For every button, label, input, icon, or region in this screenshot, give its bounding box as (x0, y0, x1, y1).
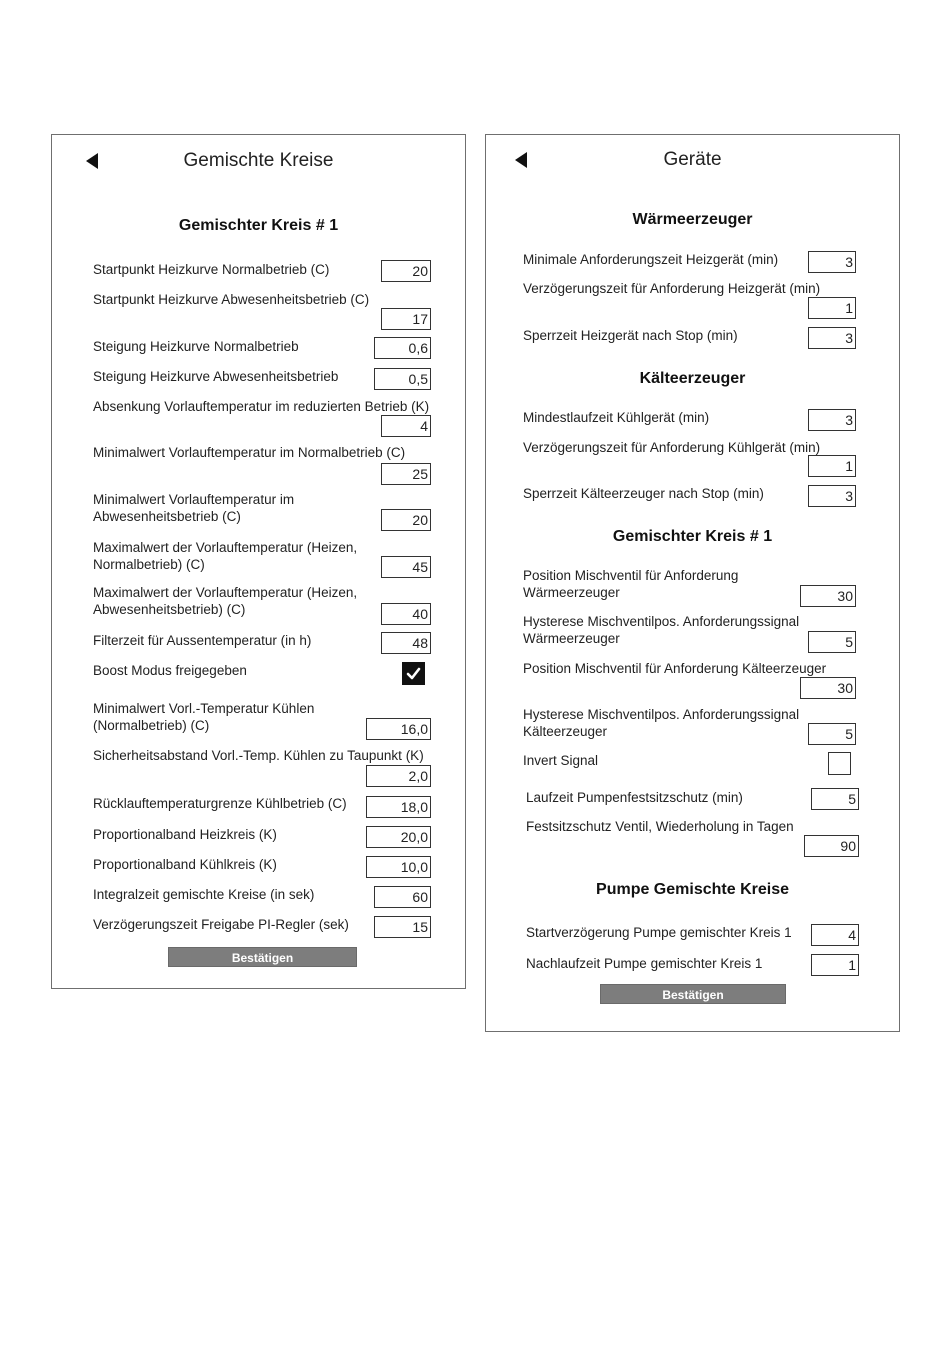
field-label: Nachlaufzeit Pumpe gemischter Kreis 1 (526, 956, 763, 971)
field-label: Mindestlaufzeit Kühlgerät (min) (523, 410, 710, 425)
ruecklauf-grenze-input[interactable]: 18,0 (366, 796, 431, 818)
integralzeit-input[interactable]: 60 (374, 886, 431, 908)
field-label: Absenkung Vorlauftemperatur im reduzierten Betrieb (K) (93, 399, 430, 414)
absenkung-vorlauf-input[interactable]: 4 (381, 415, 431, 437)
verzoegerung-heizgeraet-input[interactable]: 1 (808, 297, 856, 319)
field-label: Minimale Anforderungszeit Heizgerät (min) (523, 252, 779, 267)
field-label: Startpunkt Heizkurve Abwesenheitsbetrieb (C) (93, 292, 370, 307)
min-vorlauf-abwesenheit-input[interactable]: 20 (381, 509, 431, 531)
hysterese-waerme-input[interactable]: 5 (808, 631, 856, 653)
steigung-abwesenheit-input[interactable]: 0,5 (374, 368, 431, 390)
verzoegerung-kuehlgeraet-input[interactable]: 1 (808, 455, 856, 477)
festsitzschutz-ventil-input[interactable]: 90 (804, 835, 859, 857)
steigung-normal-input[interactable]: 0,6 (374, 337, 431, 359)
field-label: Verzögerungszeit für Anforderung Kühlgerät (min) (523, 440, 821, 455)
position-mischventil-waerme-input[interactable]: 30 (800, 585, 856, 607)
geraete-panel (485, 134, 900, 1032)
field-label: Filterzeit für Aussentemperatur (in h) (93, 633, 312, 648)
field-label: Position Mischventil für Anforderung Kälteerzeuger (523, 661, 827, 676)
min-anforderungszeit-heizgeraet-input[interactable]: 3 (808, 251, 856, 273)
field-label: Proportionalband Heizkreis (K) (93, 827, 277, 842)
startpunkt-heizkurve-normal-input[interactable]: 20 (381, 260, 431, 282)
boost-mode-checkbox[interactable] (402, 662, 425, 685)
confirm-button[interactable]: Bestätigen (600, 984, 786, 1004)
field-label: Minimalwert Vorlauftemperatur im Normalbetrieb (C) (93, 445, 406, 460)
field-label: Maximalwert der Vorlauftemperatur (Heizen, Normalbetrieb) (C) (93, 540, 358, 572)
laufzeit-pumpenfestsitzschutz-input[interactable]: 5 (811, 788, 859, 810)
field-label: Sicherheitsabstand Vorl.-Temp. Kühlen zu Taupunkt (K) (93, 748, 424, 763)
mindestlaufzeit-kuehlgeraet-input[interactable]: 3 (808, 409, 856, 431)
invert-signal-checkbox[interactable] (828, 752, 851, 775)
max-vorlauf-normal-input[interactable]: 45 (381, 556, 431, 578)
section-heading-kaelteerzeuger: Kälteerzeuger (639, 370, 746, 387)
field-label: Minimalwert Vorlauftemperatur im Abwesenheitsbetrieb (C) (93, 492, 295, 524)
confirm-button[interactable]: Bestätigen (168, 947, 357, 967)
startpunkt-heizkurve-abwesenheit-input[interactable]: 17 (381, 308, 431, 330)
field-label: Steigung Heizkurve Abwesenheitsbetrieb (93, 369, 339, 384)
field-label: Minimalwert Vorl.-Temperatur Kühlen (Normalbetrieb) (C) (93, 701, 315, 733)
startverzoegerung-pumpe-input[interactable]: 4 (811, 924, 859, 946)
field-label: Verzögerungszeit für Anforderung Heizgerät (min) (523, 281, 821, 296)
field-label: Startverzögerung Pumpe gemischter Kreis 1 (526, 925, 792, 940)
field-label: Maximalwert der Vorlauftemperatur (Heizen, Abwesenheitsbetrieb) (C) (93, 585, 358, 617)
filterzeit-input[interactable]: 48 (381, 632, 431, 654)
field-label: Steigung Heizkurve Normalbetrieb (93, 339, 299, 354)
position-mischventil-kaelte-input[interactable]: 30 (800, 677, 856, 699)
proportionalband-heiz-input[interactable]: 20,0 (366, 826, 431, 848)
proportionalband-kuehl-input[interactable]: 10,0 (366, 856, 431, 878)
field-label: Startpunkt Heizkurve Normalbetrieb (C) (93, 262, 330, 277)
section-heading-pumpe: Pumpe Gemischte Kreise (596, 881, 789, 898)
invert-signal-label: Invert Signal (523, 753, 599, 768)
field-label: Verzögerungszeit Freigabe PI-Regler (sek) (93, 917, 349, 932)
field-label: Proportionalband Kühlkreis (K) (93, 857, 277, 872)
min-vorlauf-normal-input[interactable]: 25 (381, 463, 431, 485)
section-heading-waermeerzeuger: Wärmeerzeuger (632, 211, 753, 228)
checkmark-icon (402, 662, 425, 685)
gemischte-kreise-panel (51, 134, 466, 989)
field-label: Hysterese Mischventilpos. Anforderungssignal Wärmeerzeuger (523, 614, 800, 646)
field-label: Hysterese Mischventilpos. Anforderungssignal Kälteerzeuger (523, 707, 800, 739)
verzoegerung-pi-input[interactable]: 15 (374, 916, 431, 938)
section-heading-gemischter-kreis: Gemischter Kreis # 1 (178, 217, 339, 234)
sicherheitsabstand-input[interactable]: 2,0 (366, 765, 431, 787)
field-label: Festsitzschutz Ventil, Wiederholung in Tagen (526, 819, 794, 834)
sperrzeit-heizgeraet-input[interactable]: 3 (808, 327, 856, 349)
field-label: Rücklauftemperaturgrenze Kühlbetrieb (C) (93, 796, 347, 811)
field-label: Sperrzeit Heizgerät nach Stop (min) (523, 328, 738, 343)
min-vorlauf-kuehlen-input[interactable]: 16,0 (366, 718, 431, 740)
section-heading-gemischter-kreis: Gemischter Kreis # 1 (612, 528, 773, 545)
max-vorlauf-abwesenheit-input[interactable]: 40 (381, 603, 431, 625)
page-title: Gemischte Kreise (183, 150, 334, 171)
field-label: Position Mischventil für Anforderung Wärmeerzeuger (523, 568, 739, 600)
page-title: Geräte (663, 149, 722, 170)
field-label: Laufzeit Pumpenfestsitzschutz (min) (526, 790, 743, 805)
sperrzeit-kaelteerzeuger-input[interactable]: 3 (808, 485, 856, 507)
hysterese-kaelte-input[interactable]: 5 (808, 723, 856, 745)
field-label: Sperrzeit Kälteerzeuger nach Stop (min) (523, 486, 764, 501)
field-label: Integralzeit gemischte Kreise (in sek) (93, 887, 315, 902)
boost-mode-label: Boost Modus freigegeben (93, 663, 247, 678)
nachlaufzeit-pumpe-input[interactable]: 1 (811, 954, 859, 976)
